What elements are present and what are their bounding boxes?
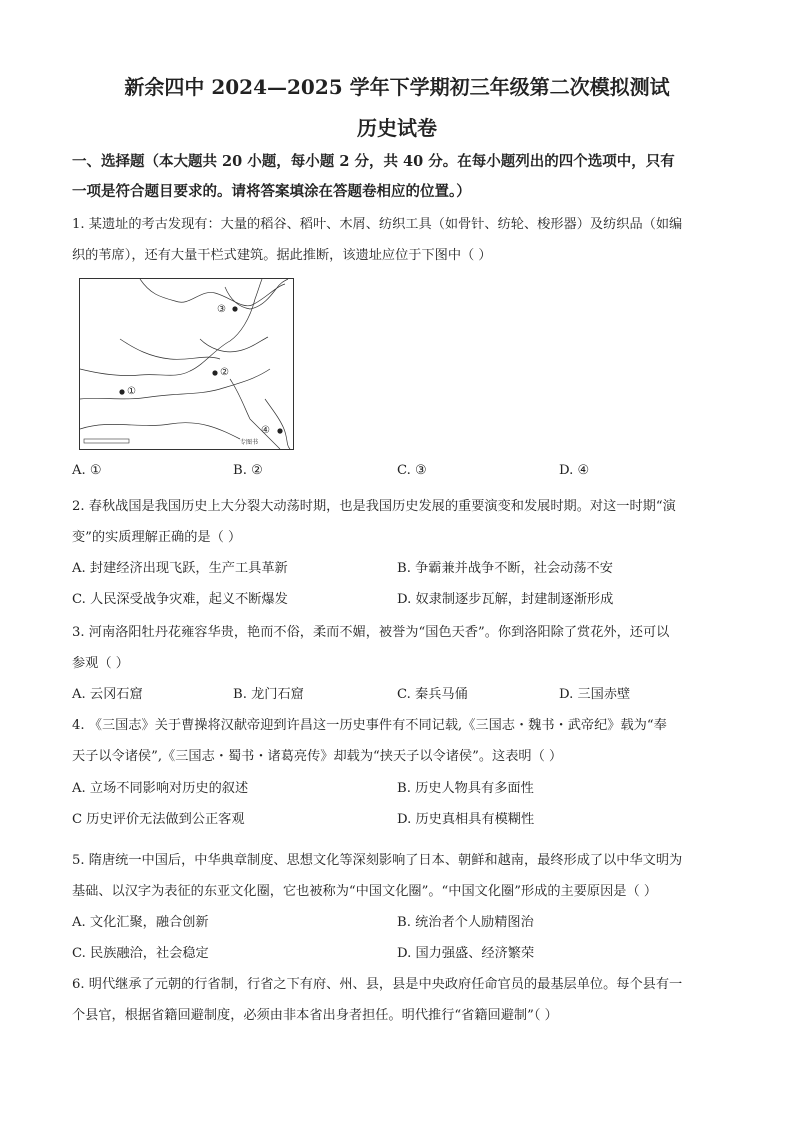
q1-option-a: A. ① (72, 463, 102, 478)
map-note: 专图书 (240, 439, 259, 446)
q2-option-d: D. 奴隶制逐步瓦解，封建制逐渐形成 (397, 592, 614, 607)
q2-stem-line1: 2. 春秋战国是我国历史上大分裂大动荡时期，也是我国历史发展的重要演变和发展时期。对这一时期“演 (72, 499, 676, 514)
q5-stem-line1: 5. 隋唐统一中国后，中华典章制度、思想文化等深刻影响了日本、朝鲜和越南，最终形成了以中华文明为 (72, 853, 683, 868)
q5-option-c: C. 民族融洽，社会稳定 (72, 946, 209, 961)
q4-option-a: A. 立场不同影响对历史的叙述 (72, 781, 249, 796)
q3-option-a: A. 云冈石窟 (72, 687, 143, 702)
q4-option-c: C 历史评价无法做到公正客观 (72, 812, 245, 827)
q2-stem-line2: 变”的实质理解正确的是（ ） (72, 530, 242, 545)
q2-option-c: C. 人民深受战争灾难，起义不断爆发 (72, 592, 288, 607)
q5-stem-line2: 基础、以汉字为表征的东亚文化圈，它也被称为“中国文化圈”。“中国文化圈”形成的主要原因是（ ） (72, 884, 658, 899)
q2-option-b: B. 争霸兼并战争不断，社会动荡不安 (397, 561, 613, 576)
q1-map (79, 278, 294, 450)
q3-option-c: C. 秦兵马俑 (397, 687, 468, 702)
q3-stem-line1: 3. 河南洛阳牡丹花雍容华贵，艳而不俗，柔而不媚，被誉为“国色天香”。你到洛阳除了赏花外，还可以 (72, 625, 670, 640)
q5-option-a: A. 文化汇聚，融合创新 (72, 915, 209, 930)
q4-option-d: D. 历史真相具有模糊性 (397, 812, 535, 827)
section-instructions-line2: 一项是符合题目要求的。请将答案填涂在答题卷相应的位置。） (72, 183, 471, 200)
map-mark-1: ① (127, 386, 136, 397)
map-outline-image (80, 279, 293, 449)
q5-option-b: B. 统治者个人励精图治 (397, 915, 534, 930)
map-mark-2: ② (220, 367, 229, 378)
q3-option-d: D. 三国赤壁 (559, 687, 631, 702)
q4-option-b: B. 历史人物具有多面性 (397, 781, 534, 796)
exam-subtitle: 历史试卷 (357, 116, 437, 140)
q6-stem-line2: 个县官，根据省籍回避制度，必须由非本省出身者担任。明代推行“省籍回避制”（ ） (72, 1008, 558, 1023)
q4-stem-line1: 4. 《三国志》关于曹操将汉献帝迎到许昌这一历史事件有不同记载,《三国志・魏书・武帝纪》载为“奉 (72, 718, 667, 733)
q2-option-a: A. 封建经济出现飞跃，生产工具革新 (72, 561, 288, 576)
q1-option-d: D. ④ (559, 463, 590, 478)
q1-stem-line1: 1. 某遗址的考古发现有：大量的稻谷、稻叶、木屑、纺织工具（如骨针、纺轮、梭形器）及纺织品（如编 (72, 217, 683, 232)
q5-option-d: D. 国力强盛、经济繁荣 (397, 946, 535, 961)
q3-option-b: B. 龙门石窟 (233, 687, 304, 702)
q1-option-c: C. ③ (397, 463, 427, 478)
q6-stem-line1: 6. 明代继承了元朝的行省制，行省之下有府、州、县，县是中央政府任命官员的最基层单位。每个县有一 (72, 977, 683, 992)
map-mark-4: ④ (261, 425, 270, 436)
q1-stem-line2: 织的苇席），还有大量干栏式建筑。据此推断，该遗址应位于下图中（ ） (72, 248, 492, 263)
q1-option-b: B. ② (233, 463, 263, 478)
map-mark-3: ③ (217, 304, 226, 315)
q3-stem-line2: 参观（ ） (72, 656, 129, 671)
exam-title: 新余四中 2024—2025 学年下学期初三年级第二次模拟测试 (124, 75, 670, 99)
q4-stem-line2: 天子以令诸侯”,《三国志・蜀书・诸葛亮传》却载为“挟天子以令诸侯”。这表明（ ） (72, 749, 563, 764)
section-instructions-line1: 一、选择题（本大题共 20 小题，每小题 2 分，共 40 分。在每小题列出的四个选项中，只有 (72, 153, 675, 170)
